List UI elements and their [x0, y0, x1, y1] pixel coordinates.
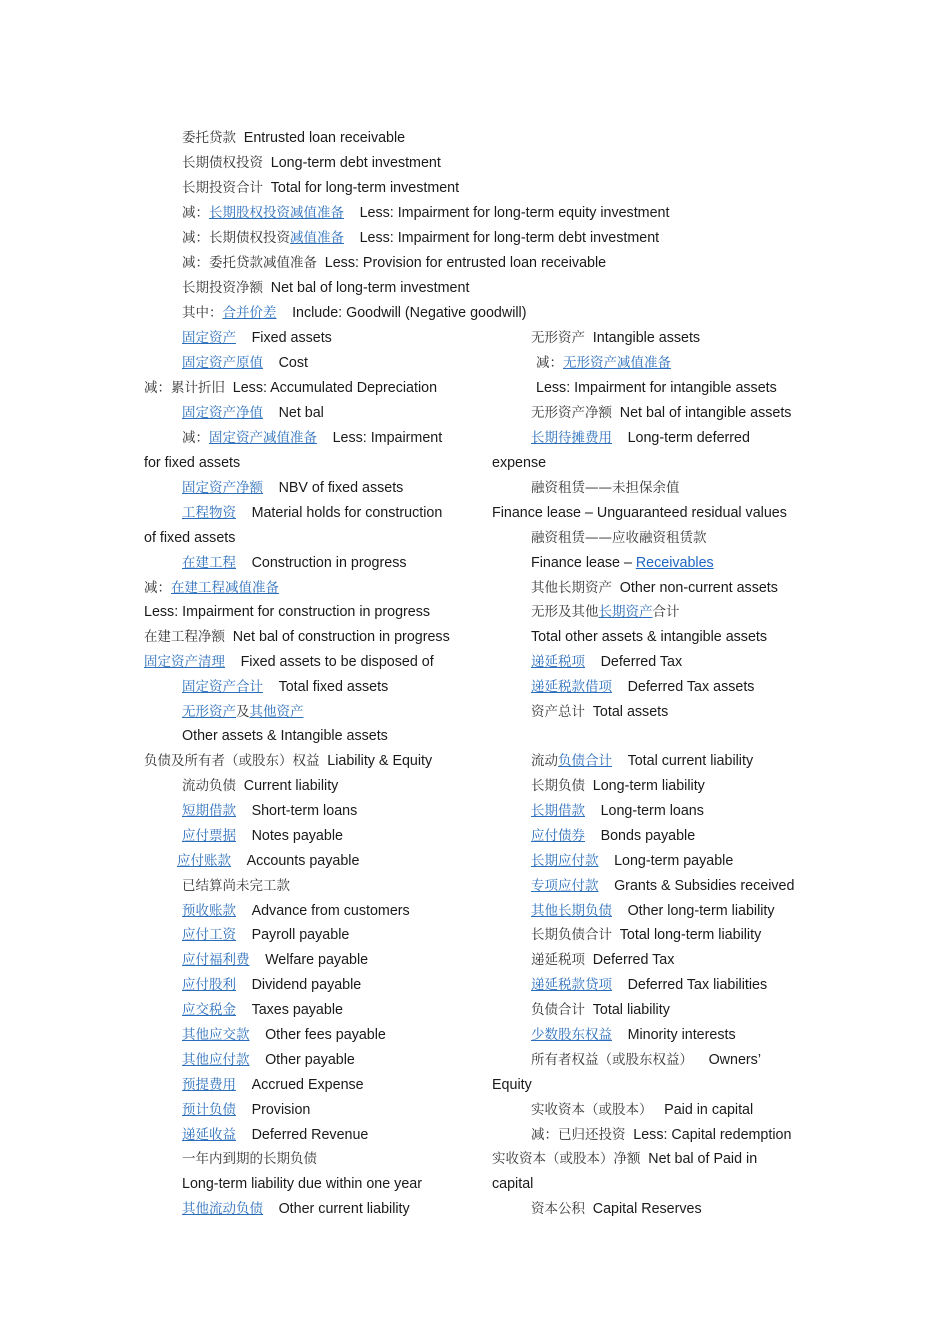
short-term-loans-en: Short-term loans	[251, 803, 358, 819]
grants-subsidies-line	[531, 873, 794, 897]
notes-payable-link[interactable]: 应付票据	[182, 828, 236, 844]
fixed-assets-cost-link[interactable]: 固定资产原值	[182, 355, 263, 371]
paid-in-capital-en: Paid in capital	[664, 1102, 754, 1118]
other-lt-liability-link[interactable]: 其他长期负债	[531, 903, 612, 919]
receivables-link[interactable]: Receivables	[635, 555, 714, 571]
entrusted-provision-en: Less: Provision for entrusted loan receivable	[324, 255, 607, 271]
finance-lease-receivable-en: Finance lease –	[531, 555, 632, 571]
total-fixed-line	[182, 674, 388, 698]
advance-customers-en: Advance from customers	[251, 903, 410, 919]
lt-loans-link[interactable]: 长期借款	[531, 803, 585, 819]
payroll-payable-line	[182, 922, 349, 946]
dividend-payable-en: Dividend payable	[251, 977, 362, 993]
settled-unfinished-zh: 已结算尚未完工款	[182, 878, 290, 894]
entrusted-loan-en: Entrusted loan receivable	[243, 130, 406, 146]
total-lt-investment-line	[182, 175, 459, 199]
lt-loans-en: Long-term loans	[600, 803, 704, 819]
provision-en: Provision	[251, 1102, 311, 1118]
nbv-fixed-link[interactable]: 固定资产净额	[182, 480, 263, 496]
fixed-impairment-line	[182, 425, 442, 449]
advance-customers-line	[182, 898, 410, 922]
minority-interests-en: Minority interests	[627, 1027, 736, 1043]
cip-impairment-en: Less: Impairment for construction in progress	[144, 604, 431, 620]
other-lt-liability-en: Other long-term liability	[627, 903, 775, 919]
intangible-assets-zh: 无形资产	[531, 330, 585, 346]
intangible-assets-en: Intangible assets	[592, 330, 701, 346]
deferred-tax-liabilities-en: Deferred Tax liabilities	[627, 977, 768, 993]
impairment-lt-debt-en: Less: Impairment for long-term debt investment	[359, 230, 660, 246]
cip-impairment-link[interactable]: 在建工程减值准备	[171, 580, 279, 596]
cip-line	[182, 550, 407, 574]
total-other-intangible-suffix: 合计	[652, 604, 680, 620]
total-current-liability-line	[531, 748, 753, 772]
deferred-revenue-en: Deferred Revenue	[251, 1127, 369, 1143]
entrusted-provision-zh: 减：委托贷款减值准备	[182, 255, 317, 271]
lt-liability-line	[531, 773, 705, 797]
cip-impairment-prefix: 减：	[144, 580, 171, 596]
net-paid-in-en: Net bal of Paid in	[648, 1151, 758, 1167]
nbv-fixed-line	[182, 475, 403, 499]
other-lt-liability-line	[531, 898, 775, 922]
fixed-assets-line	[182, 325, 332, 349]
lt-payable-en: Long-term payable	[614, 853, 734, 869]
accrued-expense-link[interactable]: 预提费用	[182, 1077, 236, 1093]
total-assets-en: Total assets	[592, 704, 669, 720]
minority-interests-link[interactable]: 少数股东权益	[531, 1027, 612, 1043]
lt-liability-zh: 长期负债	[531, 778, 585, 794]
deferred-revenue-line	[182, 1122, 368, 1146]
grants-subsidies-link[interactable]: 专项应付款	[531, 878, 599, 894]
welfare-payable-link[interactable]: 应付福利费	[182, 952, 250, 968]
lt-debt-investment-en: Long-term debt investment	[270, 155, 441, 171]
grants-subsidies-en: Grants & Subsidies received	[614, 878, 795, 894]
deferred-tax-link[interactable]: 递延税项	[531, 654, 585, 670]
net-lt-investment-en: Net bal of long-term investment	[270, 280, 470, 296]
intangible-net-line	[531, 400, 791, 424]
dividend-payable-link[interactable]: 应付股利	[182, 977, 236, 993]
liability-equity-en: Liability & Equity	[327, 753, 433, 769]
bonds-payable-en: Bonds payable	[600, 828, 696, 844]
fixed-disposal-line	[144, 649, 434, 673]
impairment-lt-debt-line	[182, 225, 659, 249]
deferred-tax-liabilities-line	[531, 972, 767, 996]
entrusted-provision-line	[182, 250, 606, 274]
owners-equity-en-2: Equity	[492, 1077, 532, 1093]
other-current-liability-line	[182, 1196, 410, 1220]
finance-lease-residual-en: Finance lease – Unguaranteed residual values	[492, 505, 787, 521]
intangible-other-en-line	[182, 723, 388, 747]
settled-unfinished-line	[182, 873, 290, 897]
other-assets-link[interactable]: 其他资产	[249, 704, 304, 720]
lt-assets-link[interactable]: 长期资产	[598, 604, 653, 620]
goodwill-prefix: 其中：	[182, 305, 223, 321]
goodwill-line	[182, 300, 527, 324]
total-other-intangible-en-line	[531, 624, 767, 648]
total-liability-line	[531, 997, 670, 1021]
dividend-payable-line	[182, 972, 361, 996]
accounts-payable-en: Accounts payable	[246, 853, 360, 869]
other-fees-payable-line	[182, 1022, 386, 1046]
capital-reserves-line	[531, 1196, 702, 1220]
minority-interests-line	[531, 1022, 736, 1046]
total-assets-line	[531, 699, 668, 723]
total-current-liability-en: Total current liability	[627, 753, 754, 769]
fixed-assets-net-line	[182, 400, 324, 424]
construction-material-link[interactable]: 工程物资	[182, 505, 236, 521]
deferred-tax-line	[531, 649, 682, 673]
liability-equity-zh: 负债及所有者（或股东）权益	[144, 753, 320, 769]
taxes-payable-line	[182, 997, 343, 1021]
fixed-disposal-link[interactable]: 固定资产清理	[144, 654, 225, 670]
lt-payable-line	[531, 848, 733, 872]
owners-equity-en: Owners’	[708, 1052, 761, 1068]
other-payable-en: Other payable	[265, 1052, 355, 1068]
taxes-payable-en: Taxes payable	[251, 1002, 343, 1018]
total-assets-zh: 资产总计	[531, 704, 585, 720]
deferred-tax-assets-line	[531, 674, 754, 698]
impairment-lt-equity-en: Less: Impairment for long-term equity investment	[359, 205, 670, 221]
fixed-assets-en: Fixed assets	[251, 330, 332, 346]
and-connector: 及	[236, 704, 250, 720]
intangible-net-en: Net bal of intangible assets	[619, 405, 792, 421]
welfare-payable-line	[182, 947, 368, 971]
owners-equity-line	[531, 1047, 761, 1071]
lt-deferred-expense-line	[531, 425, 750, 449]
notes-payable-line	[182, 823, 343, 847]
capital-reserves-zh: 资本公积	[531, 1201, 585, 1217]
lt-payable-link[interactable]: 长期应付款	[531, 853, 599, 869]
fixed-impairment-en: Less: Impairment	[332, 430, 443, 446]
current-liability-zh: 流动负债	[182, 778, 236, 794]
notes-payable-en: Notes payable	[251, 828, 343, 844]
cip-impairment-line	[144, 575, 279, 599]
deferred-tax-en: Deferred Tax	[600, 654, 683, 670]
total-liability-zh: 负债合计	[531, 1002, 585, 1018]
fixed-assets-net-en: Net bal	[278, 405, 324, 421]
lt-debt-investment-zh: 长期债权投资	[182, 155, 263, 171]
fixed-assets-cost-en: Cost	[278, 355, 308, 371]
other-noncurrent-line	[531, 575, 778, 599]
total-fixed-en: Total fixed assets	[278, 679, 389, 695]
cip-en: Construction in progress	[251, 555, 407, 571]
fixed-assets-net-link[interactable]: 固定资产净值	[182, 405, 263, 421]
lt-due-one-year-en: Long-term liability due within one year	[182, 1176, 422, 1192]
bonds-payable-link[interactable]: 应付债券	[531, 828, 585, 844]
intangible-net-zh: 无形资产净额	[531, 405, 612, 421]
other-fees-payable-link[interactable]: 其他应交款	[182, 1027, 250, 1043]
cip-net-zh: 在建工程净额	[144, 629, 225, 645]
goodwill-link[interactable]: 合并价差	[222, 305, 277, 321]
welfare-payable-en: Welfare payable	[265, 952, 369, 968]
other-payable-link[interactable]: 其他应付款	[182, 1052, 250, 1068]
taxes-payable-link[interactable]: 应交税金	[182, 1002, 236, 1018]
capital-redemption-zh: 减：已归还投资	[531, 1127, 626, 1143]
intangible-impairment-prefix: 减：	[536, 355, 563, 371]
owners-equity-zh: 所有者权益（或股东权益）	[531, 1052, 693, 1068]
net-paid-in-line	[492, 1146, 757, 1170]
finance-lease-residual-line	[531, 475, 680, 499]
other-fees-payable-en: Other fees payable	[265, 1027, 386, 1043]
bonds-payable-line	[531, 823, 695, 847]
net-lt-investment-zh: 长期投资净额	[182, 280, 263, 296]
other-noncurrent-en: Other non-current assets	[619, 580, 778, 596]
impairment-lt-debt-link[interactable]: 减值准备	[290, 230, 344, 246]
other-current-liability-en: Other current liability	[278, 1201, 410, 1217]
fixed-impairment-wrap	[144, 450, 240, 474]
intangible-assets-link[interactable]: 无形资产	[182, 704, 236, 720]
fixed-assets-cost-line	[182, 350, 308, 374]
intangible-impairment-en-line	[536, 375, 777, 399]
capital-reserves-en: Capital Reserves	[592, 1201, 702, 1217]
total-other-intangible-prefix: 无形及其他	[531, 604, 599, 620]
lt-deferred-expense-en-2: expense	[492, 455, 547, 471]
entrusted-loan-line	[182, 125, 405, 149]
lt-loans-line	[531, 798, 704, 822]
deferred-tax-2-zh: 递延税项	[531, 952, 585, 968]
total-other-intangible-line	[531, 599, 680, 623]
liability-equity-header	[144, 748, 432, 772]
finance-lease-receivable-zh: 融资租赁——应收融资租赁款	[531, 530, 707, 546]
intangible-other-en: Other assets & Intangible assets	[182, 728, 388, 744]
accum-depreciation-line	[144, 375, 437, 399]
other-current-liability-link[interactable]: 其他流动负债	[182, 1201, 263, 1217]
net-paid-in-zh: 实收资本（或股本）净额	[492, 1151, 641, 1167]
deferred-tax-liabilities-link[interactable]: 递延税款贷项	[531, 977, 612, 993]
intangible-impairment-link[interactable]: 无形资产减值准备	[563, 355, 671, 371]
fixed-impairment-en-2: for fixed assets	[144, 455, 241, 471]
finance-lease-residual-zh: 融资租赁——未担保余值	[531, 480, 680, 496]
finance-lease-receivable-line	[531, 525, 707, 549]
advance-customers-link[interactable]: 预收账款	[182, 903, 236, 919]
other-noncurrent-zh: 其他长期资产	[531, 580, 612, 596]
cip-impairment-en-line	[144, 599, 430, 623]
lt-liability-en: Long-term liability	[592, 778, 705, 794]
accounts-payable-link[interactable]: 应付账款	[177, 853, 231, 869]
intangible-assets-line	[531, 325, 700, 349]
provision-line	[182, 1097, 310, 1121]
lt-due-one-year-zh: 一年内到期的长期负债	[182, 1151, 317, 1167]
lt-due-one-year-en-line	[182, 1171, 422, 1195]
nbv-fixed-en: NBV of fixed assets	[278, 480, 404, 496]
paid-in-capital-line	[531, 1097, 753, 1121]
lt-debt-investment-line	[182, 150, 441, 174]
total-fixed-link[interactable]: 固定资产合计	[182, 679, 263, 695]
provision-link[interactable]: 预计负债	[182, 1102, 236, 1118]
net-lt-investment-line	[182, 275, 469, 299]
accrued-expense-line	[182, 1072, 364, 1096]
construction-material-en: Material holds for construction	[251, 505, 443, 521]
lt-deferred-expense-link[interactable]: 长期待摊费用	[531, 430, 612, 446]
total-other-intangible-en: Total other assets & intangible assets	[531, 629, 768, 645]
other-payable-line	[182, 1047, 355, 1071]
total-lt-liability-en: Total long-term liability	[619, 927, 762, 943]
accum-depreciation-en: Less: Accumulated Depreciation	[232, 380, 438, 396]
lt-due-one-year-line	[182, 1146, 317, 1170]
construction-material-en-2: of fixed assets	[144, 530, 236, 546]
less-prefix: 减：	[182, 205, 209, 221]
fixed-impairment-link[interactable]: 固定资产减值准备	[209, 430, 317, 446]
capital-redemption-en: Less: Capital redemption	[633, 1127, 792, 1143]
impairment-lt-equity-link[interactable]: 长期股权投资减值准备	[209, 205, 344, 221]
deferred-revenue-link[interactable]: 递延收益	[182, 1127, 236, 1143]
intangible-other-line	[182, 699, 304, 723]
cip-link[interactable]: 在建工程	[182, 555, 236, 571]
impairment-lt-debt-prefix: 减：长期债权投资	[182, 230, 290, 246]
total-current-liability-link[interactable]: 负债合计	[558, 753, 612, 769]
accounts-payable-line	[177, 848, 359, 872]
deferred-tax-assets-en: Deferred Tax assets	[627, 679, 755, 695]
cip-net-en: Net bal of construction in progress	[232, 629, 450, 645]
lt-deferred-expense-wrap	[492, 450, 546, 474]
total-liability-en: Total liability	[592, 1002, 670, 1018]
total-lt-investment-en: Total for long-term investment	[270, 180, 460, 196]
total-lt-liability-line	[531, 922, 761, 946]
accum-depreciation-zh: 减：累计折旧	[144, 380, 225, 396]
intangible-impairment-en: Less: Impairment for intangible assets	[536, 380, 777, 396]
deferred-tax-2-en: Deferred Tax	[592, 952, 675, 968]
impairment-lt-equity-line	[182, 200, 669, 224]
construction-material-line	[182, 500, 442, 524]
fixed-impairment-prefix: 减：	[182, 430, 209, 446]
net-paid-in-en-2: capital	[492, 1176, 534, 1192]
paid-in-capital-zh: 实收资本（或股本）	[531, 1102, 653, 1118]
owners-equity-wrap	[492, 1072, 532, 1096]
short-term-loans-link[interactable]: 短期借款	[182, 803, 236, 819]
total-lt-investment-zh: 长期投资合计	[182, 180, 263, 196]
net-paid-in-wrap	[492, 1171, 533, 1195]
total-lt-liability-zh: 长期负债合计	[531, 927, 612, 943]
cip-net-line	[144, 624, 450, 648]
fixed-assets-link[interactable]: 固定资产	[182, 330, 236, 346]
capital-redemption-line	[531, 1122, 791, 1146]
finance-lease-residual-en-line	[492, 500, 787, 524]
accrued-expense-en: Accrued Expense	[251, 1077, 364, 1093]
payroll-payable-en: Payroll payable	[251, 927, 350, 943]
deferred-tax-assets-link[interactable]: 递延税款借项	[531, 679, 612, 695]
fixed-disposal-en: Fixed assets to be disposed of	[240, 654, 434, 670]
construction-material-wrap	[144, 525, 235, 549]
goodwill-en: Include: Goodwill (Negative goodwill)	[292, 305, 527, 321]
total-current-liability-prefix: 流动	[531, 753, 558, 769]
current-liability-line	[182, 773, 338, 797]
entrusted-loan-zh: 委托贷款	[182, 130, 236, 146]
deferred-tax-2-line	[531, 947, 674, 971]
short-term-loans-line	[182, 798, 357, 822]
finance-lease-receivable-en-line	[531, 550, 714, 574]
payroll-payable-link[interactable]: 应付工资	[182, 927, 236, 943]
lt-deferred-expense-en: Long-term deferred	[627, 430, 750, 446]
current-liability-en: Current liability	[243, 778, 339, 794]
intangible-impairment-line	[536, 350, 671, 374]
